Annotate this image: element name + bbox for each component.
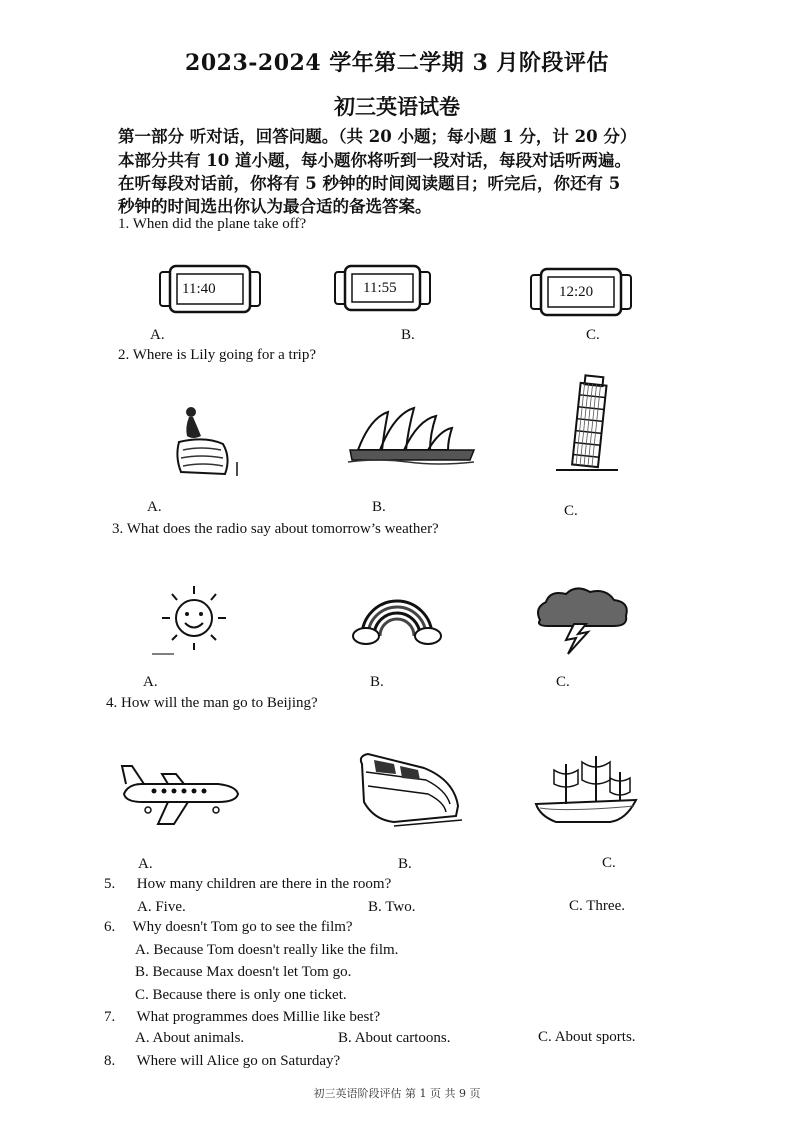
option-text: Because there is only one ticket.: [152, 987, 347, 1003]
question-text: When did the plane take off?: [132, 216, 307, 232]
option-c: [569, 898, 625, 915]
paper-subtitle: 初三英语试卷: [334, 94, 460, 119]
option-c: [538, 1029, 636, 1046]
question-4: [106, 695, 318, 712]
question-8: [104, 1053, 340, 1070]
question-number: 3.: [112, 521, 124, 537]
option-label: A.: [135, 1030, 150, 1046]
option-label-a: A.: [150, 327, 165, 343]
leaning-tower-of-pisa-icon: [556, 376, 618, 474]
option-b: [135, 964, 351, 981]
page-footer: 初三英语阶段评估 第 1 页 共 9 页: [313, 1087, 481, 1100]
option-label: B.: [368, 899, 382, 915]
rainbow-icon: [352, 590, 442, 646]
question-number: 7.: [104, 1009, 116, 1025]
option-c: [135, 987, 347, 1004]
page-title: 2023-2024 学年第二学期 3 月阶段评估: [185, 50, 609, 76]
option-label: B.: [338, 1030, 352, 1046]
question-2: [118, 347, 316, 364]
option-b: [368, 899, 415, 916]
option-text: Three.: [586, 898, 625, 914]
option-text: Because Max doesn't let Tom go.: [152, 964, 352, 980]
option-label: A.: [135, 942, 150, 958]
option-label: C.: [135, 987, 149, 1003]
question-number: 8.: [104, 1053, 116, 1069]
little-mermaid-statue-icon: [165, 402, 245, 482]
question-number: 1.: [118, 216, 130, 232]
sydney-opera-house-icon: [348, 404, 476, 466]
question-text: Where is Lily going for a trip?: [132, 347, 317, 363]
instruction-line-4: 秒钟的时间选出你认为最合适的备选答案。: [118, 197, 432, 216]
question-text: Why doesn't Tom go to see the film?: [132, 919, 353, 935]
option-label-c: C.: [586, 327, 600, 343]
instruction-line-1: 第一部分 听对话，回答问题。（共 20 小题；每小题 1 分，计 20 分）: [118, 127, 637, 146]
option-text: Five.: [155, 899, 186, 915]
instruction-line-2: 本部分共有 10 道小题，每小题你将听到一段对话，每段对话听两遍。: [118, 151, 631, 170]
option-text: About animals.: [152, 1030, 245, 1046]
option-label-b: B.: [372, 499, 386, 515]
option-text: About sports.: [554, 1029, 636, 1045]
instruction-line-3: 在听每段对话前，你将有 5 秒钟的时间阅读题目；听完后，你还有 5: [118, 174, 621, 193]
option-a: [135, 1030, 244, 1047]
option-label-c: C.: [564, 503, 578, 519]
train-icon: [354, 750, 466, 830]
option-label: B.: [135, 964, 149, 980]
option-a: [137, 899, 186, 916]
option-label-b: B.: [398, 856, 412, 872]
question-number: 4.: [106, 695, 118, 711]
question-5: [104, 876, 391, 893]
question-7: [104, 1009, 380, 1026]
question-text: What programmes does Millie like best?: [136, 1009, 381, 1025]
airplane-icon: [118, 758, 242, 828]
question-text: What does the radio say about tomorrow’s weather?: [126, 521, 439, 537]
sun-icon: [148, 580, 238, 660]
question-number: 2.: [118, 347, 130, 363]
option-b: [338, 1030, 451, 1047]
option-text: Two.: [385, 899, 416, 915]
question-number: 6.: [104, 919, 116, 935]
option-text: Because Tom doesn't really like the film.: [153, 942, 399, 958]
option-label-b: B.: [370, 674, 384, 690]
ship-icon: [526, 750, 646, 830]
option-label: C.: [538, 1029, 552, 1045]
question-1: [118, 216, 306, 233]
option-label: A.: [137, 899, 152, 915]
option-text: About cartoons.: [354, 1030, 451, 1046]
question-text: Where will Alice go on Saturday?: [136, 1053, 341, 1069]
option-label-a: A.: [138, 856, 153, 872]
question-number: 5.: [104, 876, 116, 892]
question-text: How will the man go to Beijing?: [121, 695, 318, 711]
question-text: How many children are there in the room?: [136, 876, 392, 892]
option-label-c: C.: [556, 674, 570, 690]
option-label-a: A.: [147, 499, 162, 515]
option-label-b: B.: [401, 327, 415, 343]
option-label-a: A.: [143, 674, 158, 690]
thunderstorm-icon: [532, 584, 632, 656]
watch-time-a: 11:40: [182, 281, 216, 297]
watch-time-c: 12:20: [559, 284, 594, 300]
watch-time-b: 11:55: [363, 280, 397, 296]
option-label-c: C.: [602, 855, 616, 871]
question-3: [112, 521, 439, 538]
option-a: [135, 942, 398, 959]
question-6: [104, 919, 353, 936]
option-label: C.: [569, 898, 583, 914]
